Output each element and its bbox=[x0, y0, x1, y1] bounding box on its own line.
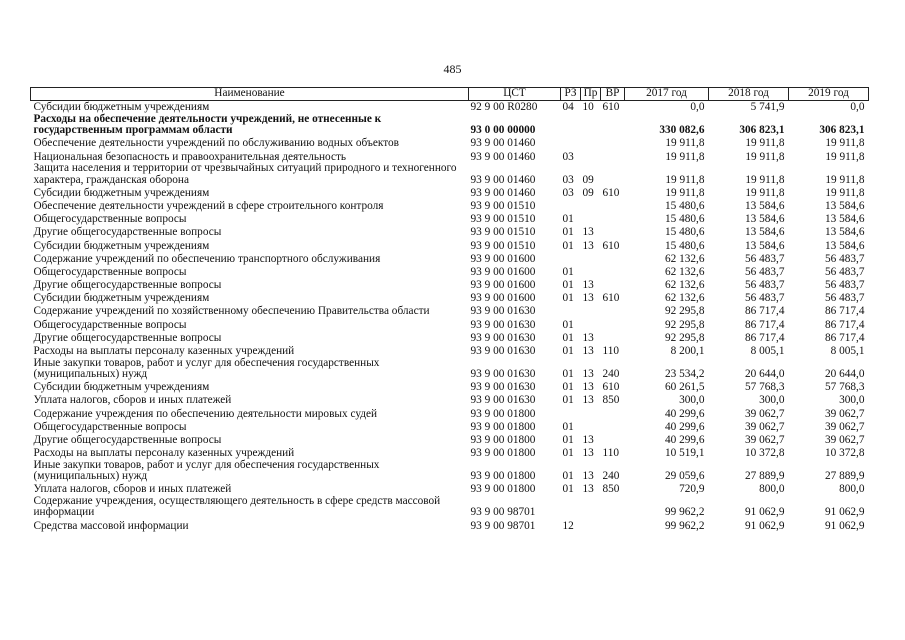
cell-rz: 01 bbox=[562, 292, 574, 305]
cell-2018: 39 062,7 bbox=[744, 407, 785, 420]
table-header-row bbox=[31, 88, 869, 101]
cell-2018: 39 062,7 bbox=[744, 434, 785, 447]
cell-pr: 13 bbox=[582, 381, 594, 394]
cell-pr: 13 bbox=[582, 470, 594, 483]
cell-2019: 13 584,6 bbox=[824, 199, 865, 212]
cell-pr bbox=[581, 420, 601, 433]
cell-cst: 93 9 00 01630 bbox=[470, 394, 536, 407]
cell-2017: 92 295,8 bbox=[664, 331, 705, 344]
cell-2018: 56 483,7 bbox=[744, 265, 785, 278]
cell-rz: 01 bbox=[562, 368, 574, 381]
cell-name: Субсидии бюджетным учреждениям bbox=[33, 186, 210, 199]
cell-rz: 01 bbox=[562, 226, 574, 239]
cell-rz: 12 bbox=[562, 519, 574, 532]
cell-name: Общегосударственные вопросы bbox=[33, 420, 187, 433]
table-row bbox=[31, 252, 869, 265]
cell-pr: 09 bbox=[582, 173, 594, 186]
cell-2019: 57 768,3 bbox=[824, 381, 865, 394]
cell-cst: 93 9 00 01800 bbox=[470, 447, 536, 460]
cell-pr bbox=[581, 407, 601, 420]
cell-2018: 56 483,7 bbox=[744, 252, 785, 265]
cell-rz: 01 bbox=[562, 318, 574, 331]
table-row bbox=[31, 278, 869, 291]
cell-2019: 86 717,4 bbox=[824, 305, 865, 318]
cell-2018: 13 584,6 bbox=[744, 199, 785, 212]
table-row bbox=[31, 226, 869, 239]
cell-2019: 91 062,9 bbox=[824, 506, 865, 519]
cell-cst: 93 9 00 01510 bbox=[470, 226, 536, 239]
cell-2018: 20 644,0 bbox=[744, 368, 785, 381]
cell-2019: 39 062,7 bbox=[824, 420, 865, 433]
cell-rz: 01 bbox=[562, 279, 574, 292]
cell-vr bbox=[601, 213, 625, 226]
cell-name: Другие общегосударственные вопросы bbox=[33, 434, 222, 447]
table-row bbox=[31, 137, 869, 150]
table-row bbox=[31, 101, 869, 114]
cell-name: Субсидии бюджетным учреждениям bbox=[33, 239, 210, 252]
cell-name: Субсидии бюджетным учреждениям bbox=[33, 292, 210, 305]
cell-name: Общегосударственные вопросы bbox=[33, 265, 187, 278]
cell-name: Национальная безопасность и правоохранительная деятельность bbox=[33, 150, 347, 163]
table-row bbox=[31, 292, 869, 305]
cell-2018: 10 372,8 bbox=[744, 447, 785, 460]
cell-name: Другие общегосударственные вопросы bbox=[33, 279, 222, 292]
cell-pr: 13 bbox=[582, 226, 594, 239]
cell-pr bbox=[581, 213, 601, 226]
cell-cst: 93 0 00 00000 bbox=[470, 124, 536, 137]
table-row bbox=[31, 358, 869, 381]
cell-name: Содержание учреждений по обеспечению транспортного обслуживания bbox=[33, 252, 381, 265]
cell-pr: 13 bbox=[582, 447, 594, 460]
cell-vr bbox=[601, 199, 625, 212]
cell-2019: 56 483,7 bbox=[824, 292, 865, 305]
cell-2017: 15 480,6 bbox=[664, 199, 705, 212]
cell-name: Другие общегосударственные вопросы bbox=[33, 331, 222, 344]
cell-2017: 19 911,8 bbox=[665, 137, 705, 150]
cell-2019: 91 062,9 bbox=[824, 519, 865, 532]
cell-cst: 93 9 00 01800 bbox=[470, 407, 536, 420]
cell-2018: 306 823,1 bbox=[739, 124, 785, 137]
cell-2017: 60 261,5 bbox=[664, 381, 705, 394]
header-cst: ЦСТ bbox=[469, 88, 561, 101]
cell-vr bbox=[601, 150, 625, 163]
cell-2019: 20 644,0 bbox=[824, 368, 865, 381]
cell-name: Расходы на обеспечение деятельности учреждений, не отнесенные к государственным программам области bbox=[33, 112, 382, 137]
cell-2019: 300,0 bbox=[839, 394, 865, 407]
header-vr: ВР bbox=[601, 88, 625, 101]
cell-name: Уплата налогов, сборов и иных платежей bbox=[33, 394, 232, 407]
cell-pr: 13 bbox=[582, 368, 594, 381]
cell-vr: 850 bbox=[602, 394, 620, 407]
cell-2018: 19 911,8 bbox=[745, 186, 785, 199]
cell-pr bbox=[581, 305, 601, 318]
table-row bbox=[31, 394, 869, 407]
cell-cst: 93 9 00 01460 bbox=[470, 173, 536, 186]
header-2017: 2017 год bbox=[625, 88, 709, 101]
header-name: Наименование bbox=[31, 88, 469, 101]
header-2018: 2018 год bbox=[709, 88, 789, 101]
cell-rz: 04 bbox=[562, 101, 574, 114]
cell-vr bbox=[601, 519, 625, 532]
cell-name: Содержание учреждения по обеспечению деятельности мировых судей bbox=[33, 407, 378, 420]
cell-cst: 93 9 00 01630 bbox=[470, 331, 536, 344]
cell-vr bbox=[601, 331, 625, 344]
cell-2018: 57 768,3 bbox=[744, 381, 785, 394]
cell-name: Содержание учреждений по хозяйственному обеспечению Правительства области bbox=[33, 305, 430, 318]
table-row bbox=[31, 381, 869, 394]
cell-2019: 39 062,7 bbox=[824, 407, 865, 420]
cell-rz: 01 bbox=[562, 483, 574, 496]
cell-cst: 93 9 00 98701 bbox=[470, 506, 536, 519]
cell-name: Расходы на выплаты персоналу казенных учреждений bbox=[33, 345, 295, 358]
table-row bbox=[31, 331, 869, 344]
cell-cst: 93 9 00 01600 bbox=[470, 279, 536, 292]
cell-name: Средства массовой информации bbox=[33, 519, 189, 532]
cell-pr: 13 bbox=[582, 483, 594, 496]
cell-vr: 610 bbox=[602, 292, 620, 305]
cell-rz: 01 bbox=[562, 394, 574, 407]
table-row bbox=[31, 163, 869, 186]
header-pr: Пр bbox=[581, 88, 601, 101]
cell-vr: 610 bbox=[602, 239, 620, 252]
cell-2017: 720,9 bbox=[679, 483, 705, 496]
cell-2019: 56 483,7 bbox=[824, 265, 865, 278]
cell-rz bbox=[561, 137, 581, 150]
table-body bbox=[31, 101, 869, 533]
cell-vr bbox=[601, 318, 625, 331]
cell-2019: 27 889,9 bbox=[824, 470, 865, 483]
cell-2017: 15 480,6 bbox=[664, 213, 705, 226]
cell-2018: 13 584,6 bbox=[744, 239, 785, 252]
cell-vr bbox=[601, 226, 625, 239]
cell-cst: 93 9 00 01800 bbox=[470, 434, 536, 447]
cell-vr: 610 bbox=[602, 101, 620, 114]
cell-pr bbox=[581, 265, 601, 278]
cell-name: Субсидии бюджетным учреждениям bbox=[33, 381, 210, 394]
cell-2017: 300,0 bbox=[679, 394, 705, 407]
cell-2018: 86 717,4 bbox=[744, 318, 785, 331]
cell-2019: 19 911,8 bbox=[825, 137, 865, 150]
cell-2017: 62 132,6 bbox=[664, 292, 705, 305]
cell-2017: 92 295,8 bbox=[664, 318, 705, 331]
cell-vr: 610 bbox=[602, 186, 620, 199]
cell-rz: 01 bbox=[562, 331, 574, 344]
cell-cst: 93 9 00 01460 bbox=[470, 150, 536, 163]
cell-vr bbox=[601, 252, 625, 265]
cell-2018: 91 062,9 bbox=[744, 506, 785, 519]
cell-2019: 0,0 bbox=[850, 101, 865, 114]
cell-name: Иные закупки товаров, работ и услуг для обеспечения государственных (муниципальных) нужд bbox=[33, 458, 380, 483]
table-row bbox=[31, 305, 869, 318]
cell-cst: 93 9 00 01630 bbox=[470, 381, 536, 394]
cell-2018: 8 005,1 bbox=[750, 345, 785, 358]
cell-cst: 93 9 00 01510 bbox=[470, 239, 536, 252]
cell-2017: 92 295,8 bbox=[664, 305, 705, 318]
cell-2017: 23 534,2 bbox=[664, 368, 705, 381]
cell-2018: 19 911,8 bbox=[745, 150, 785, 163]
cell-cst: 93 9 00 98701 bbox=[470, 519, 536, 532]
cell-cst: 93 9 00 01630 bbox=[470, 305, 536, 318]
cell-name: Иные закупки товаров, работ и услуг для обеспечения государственных (муниципальных) нужд bbox=[33, 356, 380, 381]
cell-cst: 93 9 00 01630 bbox=[470, 345, 536, 358]
cell-2017: 0,0 bbox=[690, 101, 705, 114]
cell-cst: 93 9 00 01800 bbox=[470, 420, 536, 433]
table-row bbox=[31, 265, 869, 278]
table-row bbox=[31, 420, 869, 433]
cell-name: Уплата налогов, сборов и иных платежей bbox=[33, 483, 232, 496]
cell-vr bbox=[601, 278, 625, 291]
cell-pr bbox=[581, 252, 601, 265]
cell-rz: 01 bbox=[562, 447, 574, 460]
budget-table bbox=[30, 87, 869, 532]
cell-2018: 56 483,7 bbox=[744, 292, 785, 305]
cell-2017: 19 911,8 bbox=[665, 150, 705, 163]
cell-cst: 93 9 00 01600 bbox=[470, 252, 536, 265]
cell-rz: 01 bbox=[562, 434, 574, 447]
cell-cst: 93 9 00 01510 bbox=[470, 199, 536, 212]
cell-2018: 13 584,6 bbox=[744, 213, 785, 226]
cell-rz: 01 bbox=[562, 265, 574, 278]
table-row bbox=[31, 447, 869, 460]
cell-vr bbox=[601, 265, 625, 278]
cell-rz: 01 bbox=[562, 381, 574, 394]
cell-2017: 40 299,6 bbox=[664, 434, 705, 447]
cell-vr bbox=[601, 420, 625, 433]
page-number: 485 bbox=[443, 62, 462, 76]
cell-cst: 93 9 00 01800 bbox=[470, 483, 536, 496]
cell-pr: 09 bbox=[582, 186, 594, 199]
cell-2019: 19 911,8 bbox=[825, 173, 865, 186]
cell-pr: 13 bbox=[582, 345, 594, 358]
cell-vr: 850 bbox=[602, 483, 620, 496]
table-row bbox=[31, 483, 869, 496]
cell-2018: 86 717,4 bbox=[744, 305, 785, 318]
cell-rz bbox=[561, 114, 581, 137]
cell-2019: 8 005,1 bbox=[830, 345, 865, 358]
cell-2019: 13 584,6 bbox=[824, 239, 865, 252]
cell-2017: 99 962,2 bbox=[664, 506, 705, 519]
cell-pr bbox=[581, 137, 601, 150]
table-row bbox=[31, 460, 869, 483]
cell-2017: 15 480,6 bbox=[664, 239, 705, 252]
cell-rz bbox=[561, 199, 581, 212]
table-row bbox=[31, 213, 869, 226]
cell-2018: 300,0 bbox=[759, 394, 785, 407]
cell-vr: 240 bbox=[602, 470, 620, 483]
cell-pr: 10 bbox=[582, 101, 594, 114]
cell-2017: 10 519,1 bbox=[664, 447, 705, 460]
cell-cst: 93 9 00 01800 bbox=[470, 470, 536, 483]
cell-pr bbox=[581, 519, 601, 532]
cell-pr bbox=[581, 150, 601, 163]
cell-2018: 19 911,8 bbox=[745, 173, 785, 186]
cell-vr bbox=[601, 433, 625, 446]
table-row bbox=[31, 344, 869, 357]
cell-2017: 8 200,1 bbox=[670, 345, 705, 358]
cell-rz: 03 bbox=[562, 150, 574, 163]
cell-2017: 330 082,6 bbox=[659, 124, 705, 137]
cell-2019: 56 483,7 bbox=[824, 279, 865, 292]
cell-2019: 86 717,4 bbox=[824, 331, 865, 344]
cell-2018: 91 062,9 bbox=[744, 519, 785, 532]
cell-2019: 56 483,7 bbox=[824, 252, 865, 265]
cell-name: Другие общегосударственные вопросы bbox=[33, 226, 222, 239]
cell-vr bbox=[601, 163, 625, 186]
cell-2019: 19 911,8 bbox=[825, 186, 865, 199]
cell-vr: 110 bbox=[602, 345, 620, 358]
cell-rz: 03 bbox=[562, 173, 574, 186]
cell-pr: 13 bbox=[582, 279, 594, 292]
cell-name: Субсидии бюджетным учреждениям bbox=[33, 101, 210, 114]
cell-rz: 01 bbox=[562, 470, 574, 483]
cell-pr: 13 bbox=[582, 331, 594, 344]
table-row bbox=[31, 407, 869, 420]
cell-rz: 01 bbox=[562, 213, 574, 226]
cell-cst: 93 9 00 01600 bbox=[470, 265, 536, 278]
cell-2019: 39 062,7 bbox=[824, 434, 865, 447]
table-row bbox=[31, 519, 869, 532]
cell-pr bbox=[581, 496, 601, 519]
cell-2017: 62 132,6 bbox=[664, 279, 705, 292]
cell-2018: 800,0 bbox=[759, 483, 785, 496]
table-row bbox=[31, 186, 869, 199]
cell-2019: 13 584,6 bbox=[824, 213, 865, 226]
cell-2018: 19 911,8 bbox=[745, 137, 785, 150]
cell-pr: 13 bbox=[582, 239, 594, 252]
cell-rz bbox=[561, 407, 581, 420]
cell-vr: 610 bbox=[602, 381, 620, 394]
cell-cst: 93 9 00 01630 bbox=[470, 368, 536, 381]
cell-rz bbox=[561, 305, 581, 318]
cell-2019: 800,0 bbox=[839, 483, 865, 496]
cell-pr bbox=[581, 114, 601, 137]
cell-rz bbox=[561, 496, 581, 519]
cell-rz bbox=[561, 252, 581, 265]
cell-cst: 93 9 00 01460 bbox=[470, 186, 536, 199]
cell-vr bbox=[601, 407, 625, 420]
cell-cst: 93 9 00 01600 bbox=[470, 292, 536, 305]
cell-name: Общегосударственные вопросы bbox=[33, 213, 187, 226]
cell-vr bbox=[601, 137, 625, 150]
cell-vr: 110 bbox=[602, 447, 620, 460]
cell-cst: 93 9 00 01510 bbox=[470, 213, 536, 226]
cell-2019: 13 584,6 bbox=[824, 226, 865, 239]
cell-2019: 10 372,8 bbox=[824, 447, 865, 460]
cell-2017: 15 480,6 bbox=[664, 226, 705, 239]
cell-2017: 29 059,6 bbox=[664, 470, 705, 483]
cell-name: Общегосударственные вопросы bbox=[33, 318, 187, 331]
table-row bbox=[31, 496, 869, 519]
cell-2017: 19 911,8 bbox=[665, 173, 705, 186]
cell-name: Защита населения и территории от чрезвычайных ситуаций природного и техногенного характера, гражданская оборона bbox=[33, 162, 457, 186]
cell-2017: 99 962,2 bbox=[664, 519, 705, 532]
table-row bbox=[31, 433, 869, 446]
cell-rz: 01 bbox=[562, 239, 574, 252]
table-row bbox=[31, 114, 869, 137]
cell-rz: 01 bbox=[562, 420, 574, 433]
cell-2018: 39 062,7 bbox=[744, 420, 785, 433]
cell-vr: 240 bbox=[602, 368, 620, 381]
cell-2017: 40 299,6 bbox=[664, 420, 705, 433]
cell-name: Содержание учреждения, осуществляющего деятельность в сфере средств массовой информации bbox=[33, 494, 441, 519]
cell-2017: 62 132,6 bbox=[664, 265, 705, 278]
cell-vr bbox=[601, 496, 625, 519]
cell-vr bbox=[601, 114, 625, 137]
table-row bbox=[31, 318, 869, 331]
cell-vr bbox=[601, 305, 625, 318]
cell-pr: 13 bbox=[582, 394, 594, 407]
cell-rz: 03 bbox=[562, 186, 574, 199]
cell-pr: 13 bbox=[582, 292, 594, 305]
cell-2019: 19 911,8 bbox=[825, 150, 865, 163]
cell-2018: 27 889,9 bbox=[744, 470, 785, 483]
cell-2017: 19 911,8 bbox=[665, 186, 705, 199]
cell-2018: 13 584,6 bbox=[744, 226, 785, 239]
cell-name: Обеспечение деятельности учреждений в сфере строительного контроля bbox=[33, 199, 384, 212]
cell-pr bbox=[581, 199, 601, 212]
cell-cst: 92 9 00 R0280 bbox=[470, 101, 538, 114]
cell-cst: 93 9 00 01630 bbox=[470, 318, 536, 331]
cell-rz: 01 bbox=[562, 345, 574, 358]
cell-2019: 86 717,4 bbox=[824, 318, 865, 331]
cell-pr: 13 bbox=[582, 434, 594, 447]
table-row bbox=[31, 199, 869, 212]
cell-2018: 5 741,9 bbox=[750, 101, 785, 114]
header-rz: РЗ bbox=[561, 88, 581, 101]
cell-pr bbox=[581, 318, 601, 331]
cell-2017: 40 299,6 bbox=[664, 407, 705, 420]
cell-2018: 56 483,7 bbox=[744, 279, 785, 292]
cell-name: Расходы на выплаты персоналу казенных учреждений bbox=[33, 447, 295, 460]
header-2019: 2019 год bbox=[789, 88, 869, 101]
cell-name: Обеспечение деятельности учреждений по обслуживанию водных объектов bbox=[33, 137, 399, 150]
cell-cst: 93 9 00 01460 bbox=[470, 137, 536, 150]
cell-2018: 86 717,4 bbox=[744, 331, 785, 344]
cell-2019: 306 823,1 bbox=[819, 124, 865, 137]
table-row bbox=[31, 239, 869, 252]
cell-2017: 62 132,6 bbox=[664, 252, 705, 265]
